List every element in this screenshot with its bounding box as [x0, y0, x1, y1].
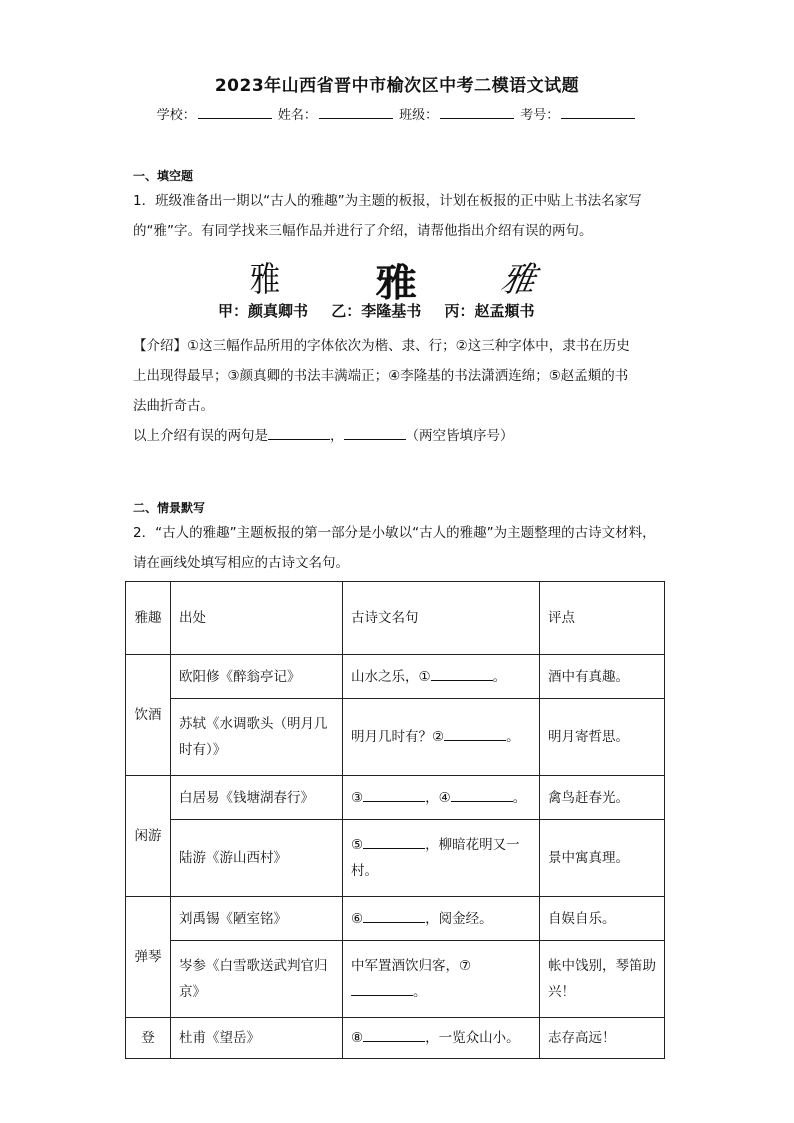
table-row [126, 776, 665, 820]
field-name-label: 姓名： [277, 108, 317, 123]
q2-line1: 2．“古人的雅趣”主题板报的第一部分是小敏以“古人的雅趣”为主题整理的古诗文材料， [133, 525, 656, 541]
source-cell: 杜甫《望岳》 [171, 1018, 343, 1059]
section1-title: 一、填空题 [133, 169, 194, 183]
comment-cell: 禽鸟赶春光。 [540, 776, 665, 820]
verse-cell: ⑤ ，柳暗花明又一村。 [343, 820, 540, 897]
field-class-label: 班级： [399, 108, 439, 123]
header-comment: 评点 [540, 582, 665, 655]
verse-cell: ⑧ ，一览众山小。 [343, 1018, 540, 1059]
verse-cell: ⑥ ，阅金经。 [343, 897, 540, 941]
source-cell: 岑参《白雪歌送武判官归京》 [171, 941, 343, 1018]
comment-cell: 志存高远！ [540, 1018, 665, 1059]
page-title: 2023年山西省晋中市榆次区中考二模语文试题 [214, 76, 580, 96]
verse-blank[interactable] [451, 789, 513, 802]
comment-cell: 明月寄哲思。 [540, 699, 665, 776]
verse-blank[interactable] [351, 983, 413, 996]
answer-blank-1[interactable] [268, 427, 330, 440]
field-id-label: 考号： [520, 108, 560, 123]
verse-cell: 中军置酒饮归客，⑦。 [343, 941, 540, 1018]
category-cell: 闲游 [126, 776, 171, 897]
id-blank[interactable] [561, 107, 635, 119]
category-cell: 饮酒 [126, 655, 171, 776]
intro-line1: 【介绍】①这三幅作品所用的字体依次为楷、隶、行；②这三种字体中，隶书在历史 [133, 338, 630, 354]
verse-blank[interactable] [363, 836, 425, 849]
q1-line1: 1．班级准备出一期以“古人的雅趣”为主题的板报，计划在板报的正中贴上书法名家写 [133, 193, 642, 209]
caption-yi: 乙：李隆基书 [331, 302, 422, 320]
name-blank[interactable] [319, 107, 393, 119]
class-blank[interactable] [440, 107, 514, 119]
source-cell: 刘禹锡《陋室铭》 [171, 897, 343, 941]
header-category: 雅趣 [126, 582, 171, 655]
table-row [126, 897, 665, 941]
category-cell: 弹琴 [126, 897, 171, 1018]
category-cell: 登 [126, 1018, 171, 1059]
header-verse: 古诗文名句 [343, 582, 540, 655]
verse-cell: 明月几时有？② 。 [343, 699, 540, 776]
calligraphy-yi: 雅 [375, 260, 433, 305]
caption-jia: 甲：颜真卿书 [218, 302, 309, 320]
source-cell: 欧阳修《醉翁亭记》 [171, 655, 343, 699]
intro-line3: 法曲折奇古。 [133, 398, 214, 414]
comment-cell: 自娱自乐。 [540, 897, 665, 941]
source-cell: 陆游《游山西村》 [171, 820, 343, 897]
question2-text [133, 518, 669, 578]
verse-cell: ③ ，④ 。 [343, 776, 540, 820]
calligraphy-bing: 雅 [497, 260, 539, 300]
verse-blank[interactable] [363, 910, 425, 923]
intro-text [133, 331, 669, 451]
q2-line2: 请在画线处填写相应的古诗文名句。 [133, 555, 349, 571]
comment-cell: 酒中有真趣。 [540, 655, 665, 699]
question1-text [133, 186, 669, 246]
caption-bing: 丙：赵孟頫书 [444, 302, 535, 320]
source-cell: 苏轼《水调歌头（明月几时有）》 [171, 699, 343, 776]
answer-prefix: 以上介绍有误的两句是 [133, 428, 268, 444]
field-school-label: 学校： [156, 108, 196, 123]
answer-sep: ， [330, 428, 344, 444]
table-row [126, 655, 665, 699]
table-row [126, 941, 665, 1018]
poem-table [125, 581, 665, 1059]
verse-blank[interactable] [363, 1029, 425, 1042]
section2-title: 二、情景默写 [133, 501, 206, 515]
q1-line2: 的“雅”字。有同学找来三幅作品并进行了介绍，请帮他指出介绍有误的两句。 [133, 223, 593, 239]
school-blank[interactable] [198, 107, 272, 119]
source-cell: 白居易《钱塘湖春行》 [171, 776, 343, 820]
answer-suffix: （两空皆填序号） [405, 428, 514, 444]
student-info-line [0, 104, 794, 123]
intro-line2: 上出现得最早；③颜真卿的书法丰满端正；④李隆基的书法潇洒连绵；⑤赵孟頫的书 [133, 368, 629, 384]
comment-cell: 帐中饯别，琴笛助兴！ [540, 941, 665, 1018]
table-header-row [126, 582, 665, 655]
table-row [126, 699, 665, 776]
header-source: 出处 [171, 582, 343, 655]
calligraphy-jia: 雅 [249, 260, 281, 300]
answer-blank-2[interactable] [344, 427, 406, 440]
verse-blank[interactable] [363, 789, 425, 802]
verse-blank[interactable] [431, 668, 493, 681]
calligraphy-captions [218, 300, 553, 321]
verse-cell: 山水之乐，① 。 [343, 655, 540, 699]
answer-line [133, 421, 669, 451]
comment-cell: 景中寓真理。 [540, 820, 665, 897]
table-row [126, 820, 665, 897]
table-row [126, 1018, 665, 1059]
verse-blank[interactable] [444, 728, 506, 741]
